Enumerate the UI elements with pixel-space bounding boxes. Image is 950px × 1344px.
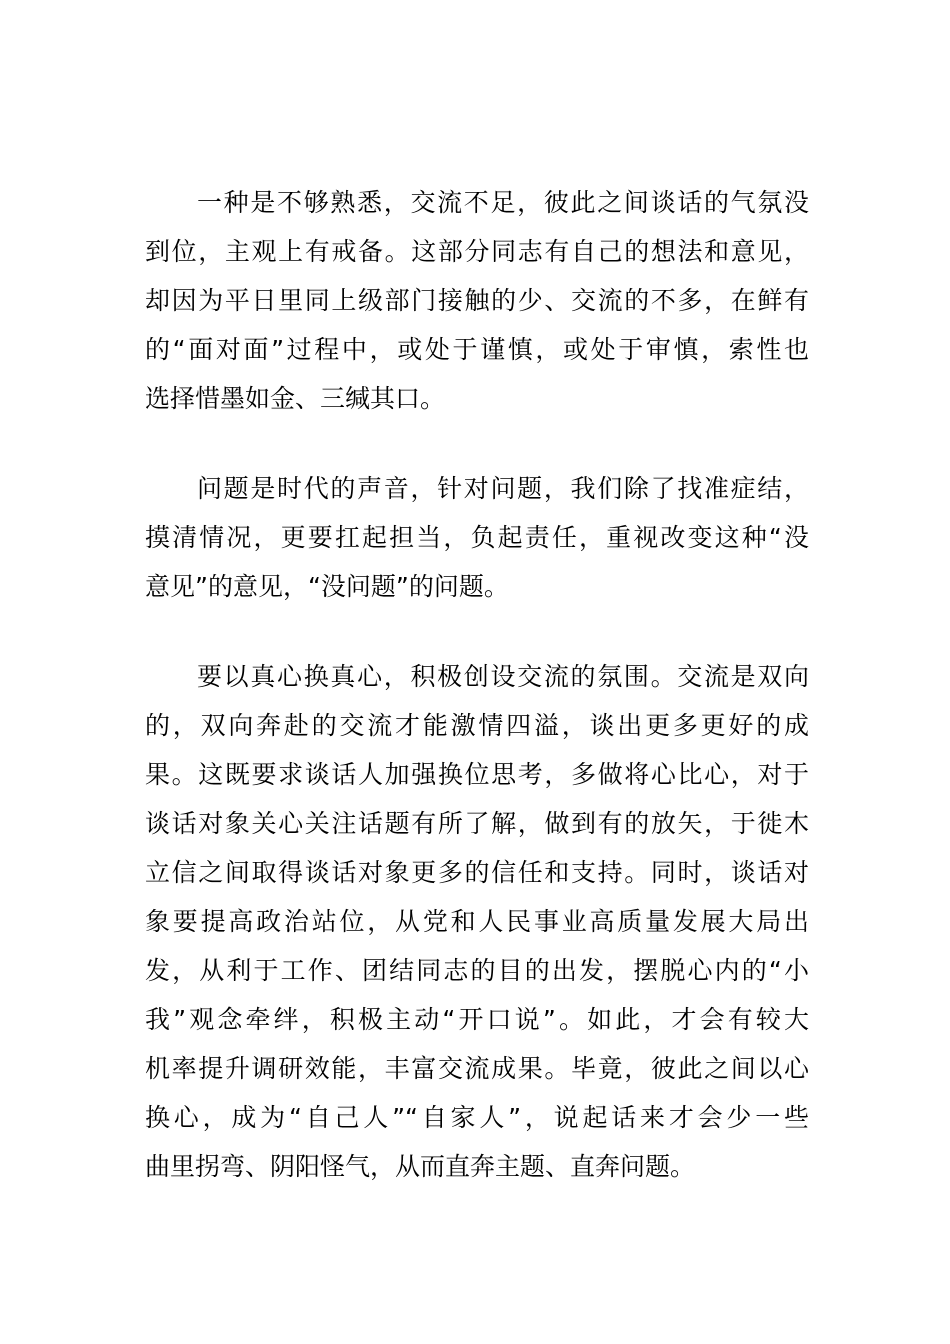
paragraph-line: 曲里拐弯、阴阳怪气，从而直奔主题、直奔问题。: [145, 1152, 696, 1181]
document-body: [145, 178, 809, 1191]
paragraph-line: 果。这既要求谈话人加强换位思考，多做将心比心，对于: [145, 760, 809, 789]
paragraph-line: 到位，主观上有戒备。这部分同志有自己的想法和意见，: [145, 237, 809, 266]
paragraph-line: 我”观念牵绊，积极主动“开口说”。如此，才会有较大: [145, 1005, 809, 1034]
paragraph-line: 选择惜墨如金、三缄其口。: [145, 384, 446, 413]
paragraph-line: 的“面对面”过程中，或处于谨慎，或处于审慎，索性也: [145, 335, 809, 364]
paragraph-line: 象要提高政治站位，从党和人民事业高质量发展大局出: [145, 907, 809, 936]
paragraph-line: 的，双向奔赴的交流才能激情四溢，谈出更多更好的成: [145, 711, 809, 740]
paragraph-line: 摸清情况，更要扛起担当，负起责任，重视改变这种“没: [145, 523, 809, 552]
paragraph-line: 发，从利于工作、团结同志的目的出发，摆脱心内的“小: [145, 956, 809, 985]
paragraph-line: 一种是不够熟悉，交流不足，彼此之间谈话的气氛没: [197, 188, 809, 217]
paragraph-3: [145, 652, 809, 1191]
paragraph-line: 问题是时代的声音，针对问题，我们除了找准症结，: [197, 474, 809, 503]
paragraph-line: 换心，成为“自己人”“自家人”，说起话来才会少一些: [145, 1103, 809, 1132]
paragraph-1: [145, 178, 809, 423]
paragraph-2: [145, 464, 809, 611]
paragraph-line: 谈话对象关心关注话题有所了解，做到有的放矢，于徙木: [145, 809, 809, 838]
paragraph-line: 要以真心换真心，积极创设交流的氛围。交流是双向: [197, 662, 809, 691]
paragraph-line: 意见”的意见，“没问题”的问题。: [145, 572, 509, 601]
paragraph-line: 立信之间取得谈话对象更多的信任和支持。同时，谈话对: [145, 858, 809, 887]
paragraph-line: 机率提升调研效能，丰富交流成果。毕竟，彼此之间以心: [145, 1054, 809, 1083]
paragraph-line: 却因为平日里同上级部门接触的少、交流的不多，在鲜有: [145, 286, 809, 315]
